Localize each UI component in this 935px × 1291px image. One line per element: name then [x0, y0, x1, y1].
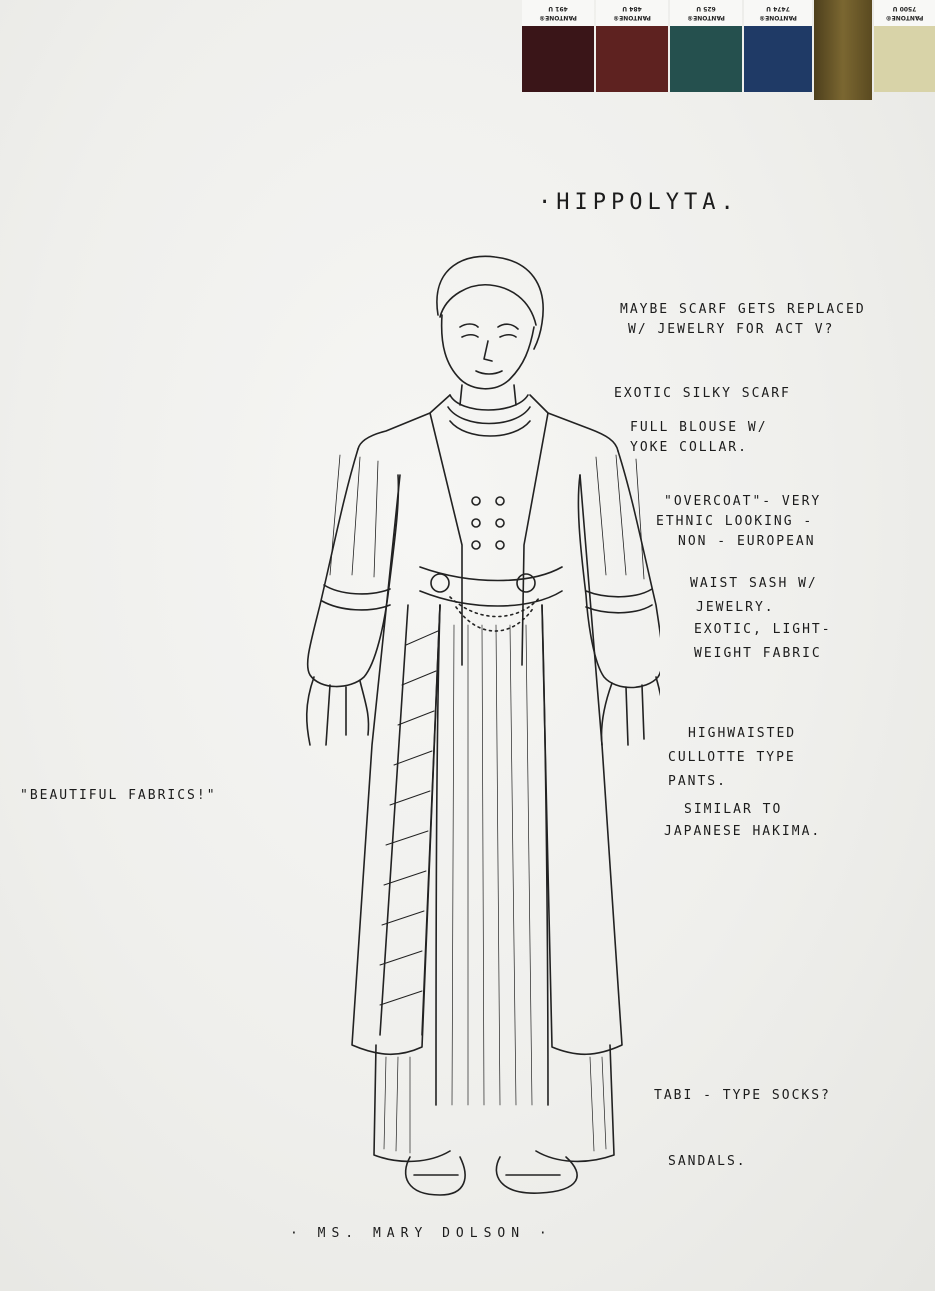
- coat-button: [472, 541, 480, 549]
- sash-jewel: [431, 574, 449, 592]
- sash-stripes: [380, 631, 438, 1005]
- note-pants-3: PANTS.: [668, 774, 727, 789]
- sash-jewel: [517, 574, 535, 592]
- note-pants-5: JAPANESE HAKIMA.: [664, 824, 822, 839]
- coat-lapels: [430, 413, 548, 665]
- note-sash-2: JEWELRY.: [696, 600, 775, 615]
- pantone-swatch-strip: [522, 0, 935, 100]
- note-silky-scarf: EXOTIC SILKY SCARF: [614, 386, 791, 401]
- swatch-625u: PANTONE® 625 U: [670, 0, 742, 92]
- eyes: [462, 335, 516, 337]
- costume-figure-sketch: [290, 245, 660, 1205]
- jewel-chains: [450, 597, 540, 631]
- swatch-chip: [744, 26, 812, 92]
- note-sash-4: WEIGHT FABRIC: [694, 646, 822, 661]
- note-beautiful-fabrics: "BEAUTIFUL FABRICS!": [20, 788, 217, 803]
- note-overcoat-1: "OVERCOAT"- VERY: [664, 494, 822, 509]
- coat-button: [496, 541, 504, 549]
- note-sash-1: WAIST SASH W/: [690, 576, 818, 591]
- mouth: [476, 371, 502, 374]
- note-scarf-replaced-1: MAYBE SCARF GETS REPLACED: [620, 302, 866, 317]
- nose: [484, 341, 492, 361]
- hanging-sash: [380, 605, 440, 1035]
- note-sandals: SANDALS.: [668, 1154, 747, 1169]
- swatch-chip: [522, 26, 594, 92]
- note-pants-1: HIGHWAISTED: [688, 726, 797, 741]
- note-overcoat-3: NON - EUROPEAN: [678, 534, 816, 549]
- swatch-gold-fabric: [814, 0, 872, 100]
- swatch-chip: [874, 26, 935, 92]
- eyebrows: [460, 324, 518, 329]
- left-sleeve: [308, 449, 399, 687]
- hem-pleats: [384, 1057, 606, 1153]
- pant-pleats: [452, 625, 532, 1105]
- left-sleeve-pleats: [330, 455, 378, 577]
- swatch-chip: [596, 26, 668, 92]
- swatch-chip: [670, 26, 742, 92]
- coat-button: [496, 519, 504, 527]
- note-scarf-replaced-2: W/ JEWELRY FOR ACT V?: [628, 322, 835, 337]
- performer-name: · MS. MARY DOLSON ·: [290, 1226, 553, 1241]
- right-cuff-bands: [586, 589, 652, 613]
- note-blouse-1: FULL BLOUSE W/: [630, 420, 768, 435]
- note-sash-3: EXOTIC, LIGHT-: [694, 622, 832, 637]
- note-pants-2: CULLOTTE TYPE: [668, 750, 796, 765]
- coat-button: [472, 519, 480, 527]
- hair-fringe: [440, 285, 536, 325]
- coat-button: [496, 497, 504, 505]
- note-blouse-2: YOKE COLLAR.: [630, 440, 748, 455]
- character-title: ·HIPPOLYTA.: [538, 190, 739, 215]
- left-sandal: [406, 1157, 465, 1195]
- swatch-491u: PANTONE® 491 U: [522, 0, 594, 92]
- swatch-7474u: PANTONE® 7474 U: [744, 0, 812, 92]
- right-sleeve: [578, 451, 660, 688]
- swatch-7500u: PANTONE® 7500 U: [874, 0, 935, 92]
- note-tabi-socks: TABI - TYPE SOCKS?: [654, 1088, 831, 1103]
- waist-sash: [420, 567, 562, 606]
- swatch-484u: PANTONE® 484 U: [596, 0, 668, 92]
- face-outline: [442, 315, 534, 389]
- note-pants-4: SIMILAR TO: [684, 802, 783, 817]
- left-cuff-bands: [322, 585, 390, 610]
- right-sleeve-pleats: [596, 455, 644, 579]
- coat-button: [472, 497, 480, 505]
- note-overcoat-2: ETHNIC LOOKING -: [656, 514, 814, 529]
- hair-outline: [437, 256, 543, 349]
